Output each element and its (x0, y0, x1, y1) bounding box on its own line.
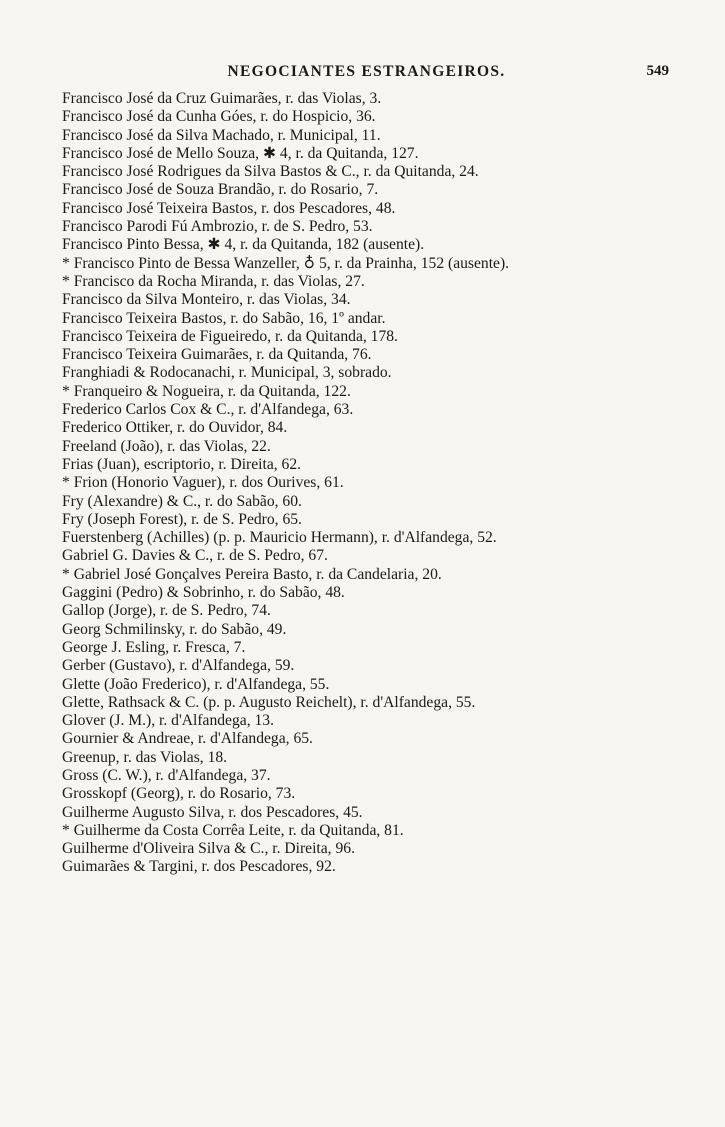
list-item: Francisco Pinto Bessa, ✱ 4, r. da Quitanda, 182 (ausente). (62, 236, 425, 254)
list-item: * Francisco Pinto de Bessa Wanzeller, ♁ 5, r. da Prainha, 152 (ausente). (62, 254, 510, 272)
list-item: Freeland (João), r. das Violas, 22. (62, 437, 271, 455)
list-item: Francisco Parodi Fú Ambrozio, r. de S. Pedro, 53. (62, 218, 373, 236)
list-item: Frederico Carlos Cox & C., r. d'Alfandega, 63. (62, 401, 354, 419)
list-item: Guimarães & Targini, r. dos Pescadores, 92. (62, 858, 336, 876)
list-item: Gournier & Andreae, r. d'Alfandega, 65. (62, 730, 313, 748)
list-item: * Franqueiro & Nogueira, r. da Quitanda, 122. (62, 382, 351, 400)
list-item: Grosskopf (Georg), r. do Rosario, 73. (62, 785, 296, 803)
list-item: George J. Esling, r. Fresca, 7. (62, 638, 246, 656)
list-item: Fry (Alexandre) & C., r. do Sabão, 60. (62, 492, 302, 510)
list-item: Frias (Juan), escriptorio, r. Direita, 62. (62, 455, 302, 473)
list-item: Gabriel G. Davies & C., r. de S. Pedro, 67. (62, 547, 328, 565)
list-item: Franghiadi & Rodocanachi, r. Municipal, 3, sobrado. (62, 364, 392, 382)
list-item: Francisco José da Silva Machado, r. Municipal, 11. (62, 126, 381, 144)
list-item: Fuerstenberg (Achilles) (p. p. Mauricio Hermann), r. d'Alfandega, 52. (62, 529, 497, 547)
list-item: Guilherme d'Oliveira Silva & C., r. Direita, 96. (62, 840, 355, 858)
page-number: 549 (646, 63, 669, 79)
list-item: Francisco José de Mello Souza, ✱ 4, r. da Quitanda, 127. (62, 144, 419, 162)
list-item: Greenup, r. das Violas, 18. (62, 748, 228, 766)
list-item: * Frion (Honorio Vaguer), r. dos Ourives, 61. (62, 474, 344, 492)
list-item: Fry (Joseph Forest), r. de S. Pedro, 65. (62, 510, 302, 528)
running-title: NEGOCIANTES ESTRANGEIROS. (227, 63, 506, 80)
list-item: Francisco José da Cunha Góes, r. do Hospicio, 36. (62, 108, 376, 126)
list-item: Gerber (Gustavo), r. d'Alfandega, 59. (62, 657, 295, 675)
list-item: Francisco José da Cruz Guimarães, r. das Violas, 3. (62, 90, 382, 107)
list-item: * Francisco da Rocha Miranda, r. das Violas, 27. (62, 272, 365, 290)
list-item: Glette (João Frederico), r. d'Alfandega, 55. (62, 675, 330, 693)
list-item: Glover (J. M.), r. d'Alfandega, 13. (62, 712, 274, 730)
list-item: Gallop (Jorge), r. de S. Pedro, 74. (62, 602, 271, 620)
merchant-list (62, 90, 647, 877)
list-item: Glette, Rathsack & C. (p. p. Augusto Reichelt), r. d'Alfandega, 55. (62, 693, 476, 711)
page-header (64, 63, 669, 85)
list-item: Francisco José de Souza Brandão, r. do Rosario, 7. (62, 181, 379, 199)
list-item: * Gabriel José Gonçalves Pereira Basto, r. da Candelaria, 20. (62, 565, 442, 583)
list-item: Gross (C. W.), r. d'Alfandega, 37. (62, 766, 271, 784)
list-item: Gaggini (Pedro) & Sobrinho, r. do Sabão, 48. (62, 584, 345, 602)
list-item: Francisco José Rodrigues da Silva Bastos & C., r. da Quitanda, 24. (62, 163, 479, 181)
list-item: Guilherme Augusto Silva, r. dos Pescadores, 45. (62, 803, 363, 821)
list-item: Francisco Teixeira Bastos, r. do Sabão, 16, 1º andar. (62, 309, 386, 327)
list-item: Francisco Teixeira de Figueiredo, r. da Quitanda, 178. (62, 327, 398, 345)
list-item: Francisco José Teixeira Bastos, r. dos Pescadores, 48. (62, 199, 396, 217)
list-item: Georg Schmilinsky, r. do Sabão, 49. (62, 620, 287, 638)
list-item: * Guilherme da Costa Corrêa Leite, r. da Quitanda, 81. (62, 821, 404, 839)
list-item: Francisco da Silva Monteiro, r. das Violas, 34. (62, 291, 351, 309)
list-item: Frederico Ottiker, r. do Ouvidor, 84. (62, 419, 288, 437)
list-item: Francisco Teixeira Guimarães, r. da Quitanda, 76. (62, 346, 372, 364)
